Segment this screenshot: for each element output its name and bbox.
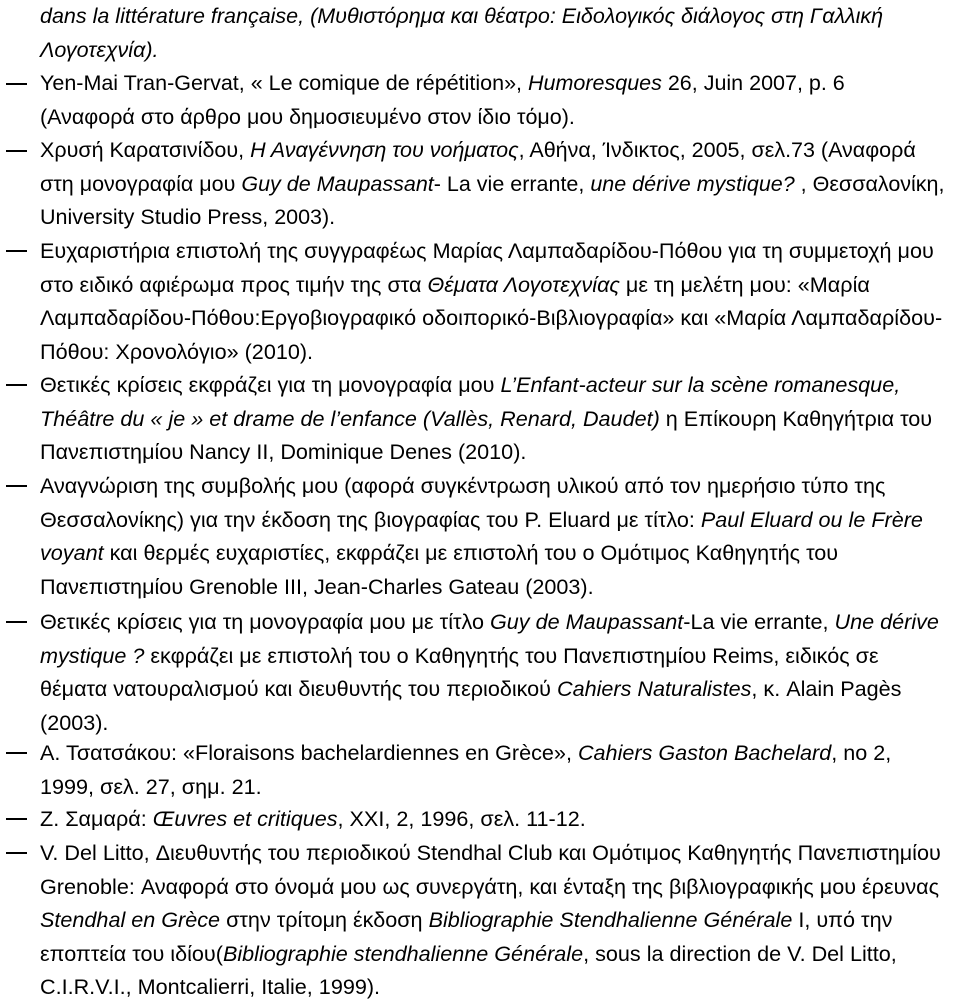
entry-text-segment: Α. Τσατσάκου: «Floraisons bachelardiennes en Grèce», — [40, 740, 578, 765]
list-item — [0, 605, 945, 739]
dash-bullet — [6, 818, 27, 820]
dash-bullet — [6, 150, 27, 152]
continued-text: dans la littérature française, (Μυθιστόρημα και θέατρο: Ειδολογικός διάλογος στη Γαλλική Λογοτεχνία). — [40, 4, 884, 62]
entry-text-segment: Θετικές κρίσεις εκφράζει για τη μονογραφία μου — [40, 372, 501, 397]
continued-paragraph — [40, 0, 945, 67]
list-item — [0, 234, 945, 368]
list-item — [0, 836, 945, 1004]
list-item — [0, 802, 945, 836]
entry-text-segment: L’Enfant-acteur sur la scène romanesque, Théâtre du « je » et drame de l’enfance (Vallès, Renard, Daudet) — [40, 372, 901, 431]
entry-text-segment: -La vie errante, — [683, 609, 835, 634]
entry-text-segment: V. Del Litto, Διευθυντής του περιοδικού Stendhal Club και Ομότιμος Καθηγητής Πανεπιστημίου Grenoble: Αναφορά στο όνομά μου ως συνεργάτη, και ένταξη της βιβλιογραφικής μου έρευνας — [40, 840, 941, 899]
entry-text-segment: Yen-Mai Tran-Gervat, « Le comique de répétition», — [40, 71, 529, 95]
entry-text-segment: , sous la direction de V. Del Litto, C.I.R.V.I., Montcalierri, Italie, 1999). — [40, 940, 897, 999]
dash-bullet — [6, 752, 27, 754]
entry-text-segment: Humoresques — [528, 71, 662, 95]
entry-text-segment: - La vie errante, — [433, 171, 591, 196]
dash-bullet — [6, 384, 27, 386]
entry-text-segment: Αναγνώριση της συμβολής μου (αφορά συγκέντρωση υλικού από τον ημερήσιο τύπο της Θεσσαλονίκης) για την έκδοση της βιογραφίας του P. Eluard με τίτλο: — [40, 473, 886, 532]
list-item — [0, 67, 945, 134]
entry-text-segment: , no 2, 1999, σελ. 27, σημ. 21. — [40, 740, 892, 799]
dash-bullet — [6, 852, 27, 854]
entry-text-segment: Guy de Maupassant — [490, 609, 684, 634]
entry-text-segment: , Θεσσαλονίκη, University Studio Press, 2003). — [40, 171, 945, 229]
list-item — [0, 368, 945, 469]
list-item — [0, 134, 945, 235]
entry-text-segment: Cahiers Gaston Bachelard — [577, 740, 832, 765]
entry-text-segment: Η Αναγέννηση του νοήματος — [250, 138, 519, 162]
entry-text-segment: Stendhal en Grèce — [40, 907, 221, 932]
entry-text-segment: Cahiers Naturalistes — [557, 676, 752, 701]
entry-text-segment: Ζ. Σαμαρά: — [40, 806, 153, 831]
entry-text-segment: Ευχαριστήρια επιστολή της συγγραφέως Μαρίας Λαμπαδαρίδου-Πόθου για τη συμμετοχή μου στο ειδικό αφιέρωμα προς τιμήν της στα — [40, 238, 934, 297]
dash-bullet — [6, 485, 27, 487]
entry-text-segment: , XXI, 2, 1996, σελ. 11-12. — [337, 806, 586, 831]
entry-text-segment: με τη μελέτη μου: «Μαρία Λαμπαδαρίδου-Πόθου:Εργοβιογραφικό οδοιπορικό-Βιβλιογραφία» και «Μαρία Λαμπαδαρίδου-Πόθου: Χρονολόγιο» (2010). — [40, 271, 943, 364]
entry-text-segment: une dérive mystique? — [590, 171, 795, 196]
entry-text-segment: , κ. Alain Pagès (2003). — [40, 676, 902, 735]
dash-bullet — [6, 621, 27, 623]
entry-text-segment: Χρυσή Καρατσινίδου, — [40, 138, 251, 162]
dash-bullet — [6, 250, 27, 252]
entry-text-segment: Paul Eluard ou le Frère voyant — [40, 506, 923, 565]
entry-text-segment: Une dérive mystique ? — [40, 609, 939, 668]
list-item — [0, 736, 945, 803]
list-item — [0, 469, 945, 603]
entry-text-segment: εκφράζει με επιστολή του ο Καθηγητής του Πανεπιστημίου Reims, ειδικός σε θέματα νατουραλισμού και διευθυντής του περιοδικού — [40, 642, 879, 701]
entry-text-segment: στην τρίτομη έκδοση — [220, 907, 429, 932]
entry-text-segment: 26, Juin 2007, p. 6 (Αναφορά στο άρθρο μου δημοσιευμένο στον ίδιο τόμο). — [40, 71, 845, 129]
entry-text-segment: η Επίκουρη Καθηγήτρια του Πανεπιστημίου Nancy II, Dominique Denes (2010). — [40, 405, 933, 464]
entry-text-segment: Bibliographie Stendhalienne Générale — [428, 907, 793, 932]
entry-text-segment: I, υπό την εποπτεία του ιδίου( — [40, 907, 893, 966]
entry-text-segment: Œuvres et critiques — [152, 806, 338, 831]
entry-text-segment: Bibliographie stendhalienne Générale — [222, 940, 584, 966]
entry-text-segment: και θερμές ευχαριστίες, εκφράζει με επιστολή του ο Ομότιμος Καθηγητής του Πανεπιστημίου Grenoble III, Jean-Charles Gateau (2003). — [40, 540, 839, 599]
entry-text-segment: , Αθήνα, Ίνδικτος, 2005, σελ.73 (Αναφορά στη μονογραφία μου — [40, 138, 916, 196]
entry-text-segment: Guy de Maupassant — [241, 171, 434, 196]
dash-bullet — [6, 83, 27, 85]
entry-text-segment: Θετικές κρίσεις για τη μονογραφία μου με τίτλο — [40, 609, 490, 634]
entry-text-segment: Θέματα Λογοτεχνίας — [427, 271, 620, 297]
